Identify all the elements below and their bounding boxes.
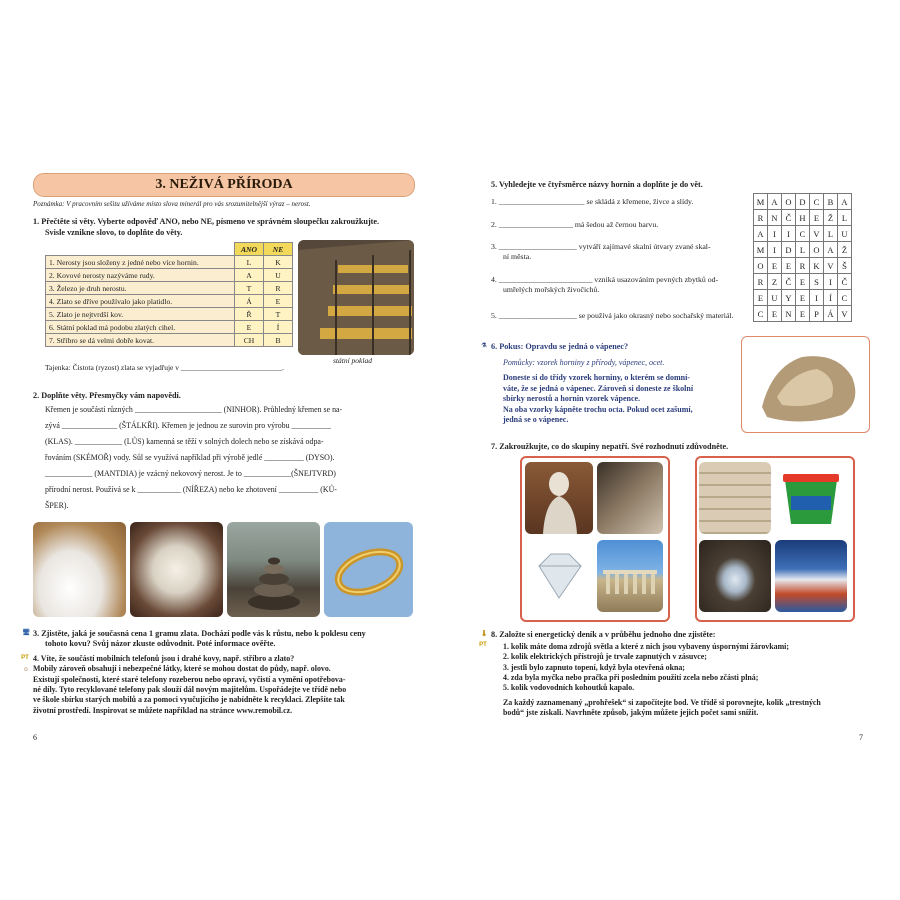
col-no-header: NE — [264, 243, 293, 256]
text-line: Za každý zaznamenaný „prohřešek“ si započítejte bod. Ve třídě si porovnejte, kolik „trestných — [503, 698, 821, 707]
text-line: váte, že se jedná o vápenec. Zároveň si doneste ze školní — [503, 383, 694, 393]
grid-cell[interactable]: E — [796, 290, 810, 306]
grid-cell[interactable]: K — [810, 258, 824, 274]
temple-image — [597, 540, 663, 612]
ring-image — [324, 522, 413, 617]
yes-letter-cell[interactable]: Ř — [235, 308, 264, 321]
no-letter-cell[interactable]: Í — [264, 321, 293, 334]
q6-tools: Pomůcky: vzorek horniny z přírody, vápenec, ocet. — [503, 358, 665, 367]
grid-cell[interactable]: A — [768, 194, 782, 210]
grid-cell[interactable]: R — [754, 210, 768, 226]
table-row — [46, 295, 293, 308]
text-line: ŠPER). — [45, 501, 69, 510]
thermometer-icon: 🌡 — [480, 631, 488, 637]
grid-cell[interactable]: C — [810, 194, 824, 210]
q3-line-1: 3. Zjistěte, jaká je současná cena 1 gramu zlata. Dochází podle vás k růstu, nebo k poklesu ceny — [33, 629, 366, 638]
gold-shelves-image — [298, 240, 414, 355]
grid-cell[interactable]: R — [796, 258, 810, 274]
list-item: 2. kolik elektrických přístrojů je trvale zapnutých v zásuvce; — [503, 652, 707, 662]
grid-cell[interactable]: B — [824, 194, 838, 210]
yes-letter-cell[interactable]: Á — [235, 295, 264, 308]
yes-letter-cell[interactable]: E — [235, 321, 264, 334]
grid-cell[interactable]: C — [754, 306, 768, 322]
grid-cell[interactable]: I — [768, 226, 782, 242]
text-line: 3. ____________________ vytváří zajímavé skalní útvary zvané skal- — [491, 242, 711, 251]
cave-photo — [699, 540, 771, 612]
grid-cell[interactable]: O — [782, 194, 796, 210]
statement-cell: 2. Kovové nerosty nazýváme rudy. — [46, 269, 235, 282]
grid-cell[interactable]: E — [768, 258, 782, 274]
yes-letter-cell[interactable]: A — [235, 269, 264, 282]
grid-cell[interactable]: Y — [782, 290, 796, 306]
no-letter-cell[interactable]: U — [264, 269, 293, 282]
grid-cell[interactable]: Č — [782, 210, 796, 226]
text-line: ____________ (MANTDIA) je vzácný nekovový nerost. Je to ____________(ŠNEJTVRD) — [45, 469, 336, 478]
text-line: 4. ________________________ vzniká usazováním pevných zbytků od- — [491, 275, 719, 284]
right-page — [479, 170, 873, 750]
grid-cell[interactable]: E — [754, 290, 768, 306]
pt-badge-right: PT — [479, 642, 487, 648]
yes-letter-cell[interactable]: L — [235, 256, 264, 269]
grid-cell[interactable]: S — [810, 274, 824, 290]
diamond-image — [525, 540, 593, 612]
computer-icon: 🖥 — [22, 630, 30, 636]
grid-cell[interactable]: N — [768, 210, 782, 226]
salt-works-photo — [775, 540, 847, 612]
text-line: ve škole sbírku starých mobilů a za pomoci vyučujícího je nabídněte k recyklaci. Zlepšíte tak — [33, 695, 345, 705]
grid-cell[interactable]: Č — [838, 274, 852, 290]
grid-cell[interactable]: D — [796, 194, 810, 210]
grid-cell[interactable]: I — [810, 290, 824, 306]
text-line: zývá ______________ (ŠTÁLKŘI). Křemen je jednou ze surovin pro výrobu __________ — [45, 421, 331, 430]
statement-cell: 4. Zlato se dříve používalo jako platidlo. — [46, 295, 235, 308]
table-row — [46, 321, 293, 334]
yes-letter-cell[interactable]: T — [235, 282, 264, 295]
chapter-title: 3. NEŽIVÁ PŘÍRODA — [33, 173, 415, 197]
col-yes-header: ANO — [235, 243, 264, 256]
grid-cell[interactable]: E — [796, 274, 810, 290]
grid-cell[interactable]: M — [754, 242, 768, 258]
q5-heading: 5. Vyhledejte ve čtyřsměrce názvy hornin a doplňte je do vět. — [491, 180, 703, 189]
cement-bags-photo — [699, 462, 771, 534]
grid-cell[interactable]: Í — [824, 290, 838, 306]
marble-statue-photo — [525, 462, 593, 534]
grid-cell[interactable]: E — [796, 306, 810, 322]
text-line: umřelých mořských živočichů. — [503, 285, 600, 294]
stacked-stones-photo — [227, 522, 320, 617]
limestone-photo — [741, 336, 870, 433]
grid-row — [754, 258, 852, 274]
grid-cell[interactable]: P — [810, 306, 824, 322]
grid-cell[interactable]: Š — [838, 258, 852, 274]
text-line: né díly. Tyto recyklované telefony pak slouží dál novým majitelům. Uspořádejte ve třídě nebo — [33, 684, 347, 694]
text-line: 5. ____________________ se používá jako okrasný nebo sochařský materiál. — [491, 311, 734, 320]
grid-cell[interactable]: Á — [824, 306, 838, 322]
grid-cell[interactable]: L — [838, 210, 852, 226]
grid-cell[interactable]: O — [754, 258, 768, 274]
grid-cell[interactable]: D — [782, 242, 796, 258]
plaster-tub-photo — [775, 462, 847, 534]
text-line: řováním (SKÉMOŘ) vody. Sůl se využívá například při výrobě jedlé __________ (DYSO). — [45, 453, 335, 462]
table-row — [46, 269, 293, 282]
q3-line-2: tohoto kovu? Svůj názor zkuste odůvodnit. Poté informace ověřte. — [45, 639, 276, 648]
grid-cell[interactable]: V — [838, 306, 852, 322]
grid-row — [754, 226, 852, 242]
statement-cell: 1. Nerosty jsou složeny z jedné nebo více hornin. — [46, 256, 235, 269]
text-line: životní prostředí. Inspirovat se můžete například na stránce www.remobil.cz. — [33, 705, 293, 715]
secret-word-line: Tajenka: Čistota (ryzost) zlata se vyjadřuje v ___________________________. — [45, 363, 285, 372]
parthenon-photo — [597, 540, 663, 612]
tub-image — [775, 462, 847, 534]
chapter-note: Poznámka: V pracovním sešitu užíváme místo slova minerál pro vás srozumitelnější výraz – nerost. — [33, 200, 311, 208]
grid-row — [754, 306, 852, 322]
grid-cell[interactable]: Z — [768, 274, 782, 290]
grid-cell[interactable]: L — [824, 226, 838, 242]
text-line: jedná se o vápenec. — [503, 415, 569, 424]
grid-cell[interactable]: E — [782, 258, 796, 274]
grid-cell[interactable]: I — [768, 242, 782, 258]
grid-cell[interactable]: L — [796, 242, 810, 258]
grid-cell[interactable]: U — [838, 226, 852, 242]
salt-photo — [33, 522, 126, 617]
no-letter-cell[interactable]: T — [264, 308, 293, 321]
no-letter-cell[interactable]: K — [264, 256, 293, 269]
list-item: 5. kolik vodovodních kohoutků kapalo. — [503, 683, 635, 693]
grid-cell[interactable]: N — [782, 306, 796, 322]
statement-cell: 6. Státní poklad má podobu zlatých cihel. — [46, 321, 235, 334]
state-treasure-photo — [298, 240, 414, 355]
grid-cell[interactable]: R — [754, 274, 768, 290]
text-line: Na oba vzorky kápněte trochu octa. Pokud ocet zašumí, — [503, 404, 693, 414]
grid-row — [754, 274, 852, 290]
q7-heading: 7. Zakroužkujte, co do skupiny nepatří. Své rozhodnutí zdůvodněte. — [491, 442, 729, 451]
grid-cell[interactable]: M — [754, 194, 768, 210]
grid-cell[interactable]: Ž — [824, 210, 838, 226]
grid-cell[interactable]: E — [768, 306, 782, 322]
text-line: Křemen je součástí různých ______________________ (NINHOR). Průhledný křemen se na- — [45, 405, 343, 414]
list-item: 1. kolik máte doma zdrojů světla a které z nich jsou vybaveny úspornými žárovkami; — [503, 642, 789, 651]
grid-cell[interactable]: C — [796, 226, 810, 242]
q1-heading: 1. Přečtěte si věty. Vyberte odpověď ANO, nebo NE, písmeno ve správném sloupečku zakroužkujte. — [33, 217, 380, 226]
text-line: Existují společnosti, které staré telefony rozeberou nebo opraví, vyčistí a vymění opotřebova- — [33, 674, 346, 684]
no-letter-cell[interactable]: R — [264, 282, 293, 295]
q2-heading: 2. Doplňte věty. Přesmyčky vám napovědí. — [33, 391, 181, 400]
list-item: 4. zda byla myčka nebo pračka při posledním použití zcela nebo zčásti plná; — [503, 672, 759, 682]
grid-cell[interactable]: U — [768, 290, 782, 306]
statue-image — [525, 462, 593, 534]
gold-ring-photo — [324, 522, 413, 617]
text-line: 2. ___________________ má šedou až černou barvu. — [491, 220, 659, 229]
grid-cell[interactable]: C — [838, 290, 852, 306]
statement-cell: 5. Zlato je nejtvrdší kov. — [46, 308, 235, 321]
crystal-salt-photo — [130, 522, 223, 617]
text-line: 1. ______________________ se skládá z křemene, živce a slídy. — [491, 197, 694, 206]
q1-heading-2: Svisle vznikne slovo, to doplňte do věty. — [45, 228, 183, 237]
text-line: ní města. — [503, 252, 532, 261]
grid-cell[interactable]: H — [796, 210, 810, 226]
q8-heading: 8. Založte si energetický deník a v průběhu jednoho dne zjistěte: — [491, 630, 716, 639]
table-row — [46, 308, 293, 321]
text-line: přírodní nerost. Používá se k ___________ (NÍŘEZA) nebo ke zhotovení __________ (KŮ- — [45, 485, 337, 494]
text-line: (KLAS). ____________ (LŮS) kamenná se těží v solných dolech nebo se získává odpa- — [45, 437, 324, 446]
text-line: Mobily zároveň obsahují i nebezpečné látky, které se mohou dostat do půdy, např. olovo. — [33, 664, 331, 674]
stones-image — [227, 522, 320, 617]
rock-image — [742, 337, 869, 432]
marble-stairs-photo — [597, 462, 663, 534]
no-letter-cell[interactable]: B — [264, 334, 293, 347]
table-row — [46, 334, 293, 347]
grid-cell[interactable]: A — [838, 194, 852, 210]
left-page — [21, 170, 423, 750]
page-number-left: 6 — [33, 733, 37, 742]
pt-badge: PT — [21, 655, 29, 661]
grid-cell[interactable]: Č — [782, 274, 796, 290]
grid-row — [754, 290, 852, 306]
q6-heading: 6. Pokus: Opravdu se jedná o vápenec? — [491, 342, 629, 351]
text-line: bodů“ jste získali. Navrhněte způsob, jakým můžete jejich počet sami snížit. — [503, 708, 759, 718]
grid-cell[interactable]: O — [810, 242, 824, 258]
yes-no-table — [45, 242, 293, 347]
grid-cell[interactable]: E — [810, 210, 824, 226]
grid-cell[interactable]: A — [824, 242, 838, 258]
yes-letter-cell[interactable]: CH — [235, 334, 264, 347]
grid-row — [754, 242, 852, 258]
grid-cell[interactable]: I — [824, 274, 838, 290]
diamond-photo — [525, 540, 593, 612]
statement-cell: 7. Stříbro se dá velmi dobře kovat. — [46, 334, 235, 347]
word-search-grid — [753, 193, 852, 322]
grid-cell[interactable]: I — [782, 226, 796, 242]
grid-cell[interactable]: V — [824, 258, 838, 274]
list-item: 3. jestli bylo zapnuto topení, když byla otevřená okna; — [503, 662, 685, 672]
grid-cell[interactable]: V — [810, 226, 824, 242]
flask-icon: ⚗ — [481, 343, 487, 349]
page-number-right: 7 — [859, 733, 863, 742]
photo-caption: státní poklad — [333, 356, 372, 365]
table-row — [46, 282, 293, 295]
grid-cell[interactable]: A — [754, 226, 768, 242]
text-line: 4. Víte, že součástí mobilních telefonů jsou i drahé kovy, např. stříbro a zlato? — [33, 654, 295, 663]
grid-row — [754, 194, 852, 210]
grid-row — [754, 210, 852, 226]
no-letter-cell[interactable]: E — [264, 295, 293, 308]
statement-cell: 3. Železo je druh nerostu. — [46, 282, 235, 295]
table-row — [46, 256, 293, 269]
text-line: Doneste si do třídy vzorek horniny, o kterém se domní- — [503, 373, 690, 382]
grid-cell[interactable]: Ž — [838, 242, 852, 258]
text-line: sbírky nerostů a hornin vzorek vápence. — [503, 394, 641, 403]
person-icon: ☺ — [22, 667, 30, 673]
